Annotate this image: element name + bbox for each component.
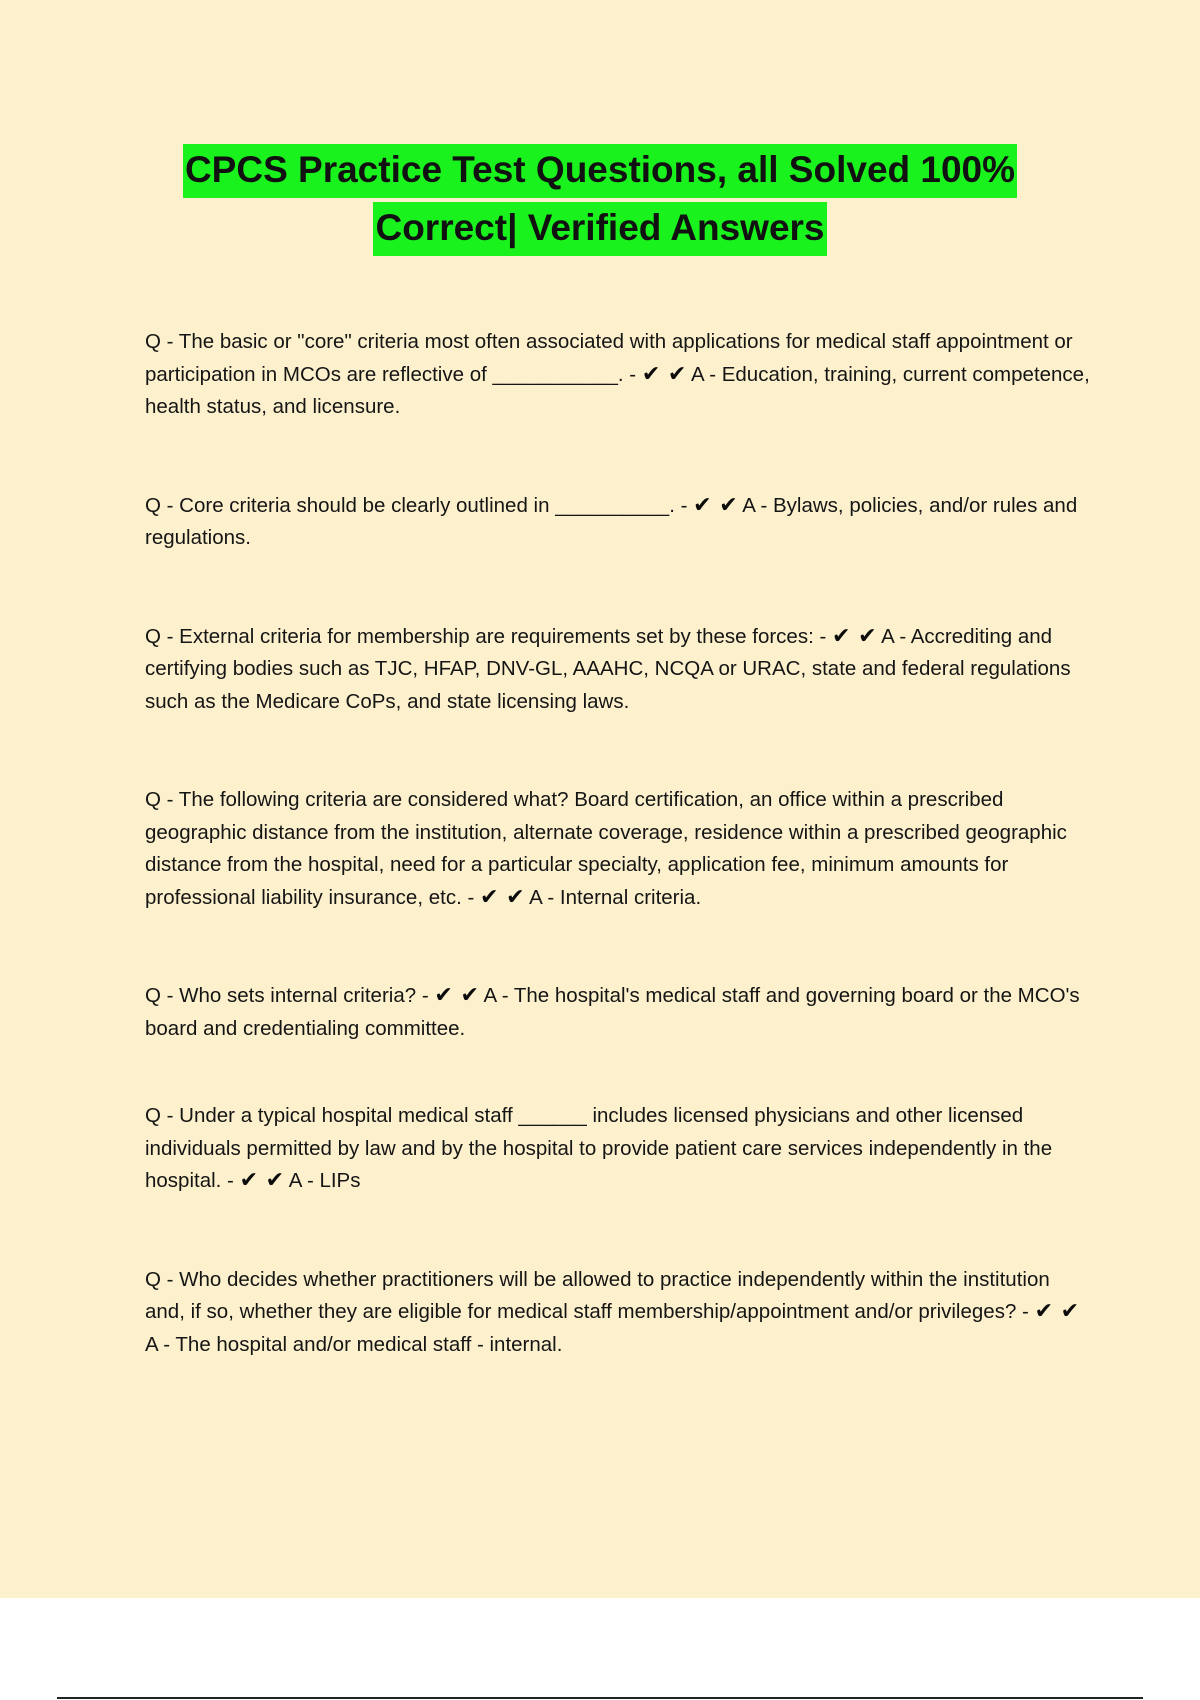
qa-item [145, 784, 1090, 914]
question-text: Q - The basic or "core" criteria most often associated with applications for medical staff appointment or participation in MCOs are reflective of ___________. - [145, 330, 1073, 386]
qa-item [145, 490, 1090, 555]
title-line-2: Correct| Verified Answers [373, 202, 826, 256]
question-text: Q - Under a typical hospital medical staff ______ includes licensed physicians and other licensed individuals permitted by law and by the hospital to provide patient care services independently in the hospital. - [145, 1104, 1053, 1192]
answer-text: A - Bylaws, policies, and/or rules and regulations. [145, 493, 1078, 549]
qa-item [145, 1100, 1090, 1198]
question-text: Q - Who sets internal criteria? - [145, 984, 429, 1007]
check-icon: ✔ ✔ [641, 361, 687, 387]
answer-text: A - The hospital and/or medical staff - internal. [145, 1332, 563, 1356]
answer-text: A - Education, training, current competence, health status, and licensure. [145, 362, 1090, 418]
question-text: Q - Who decides whether practitioners will be allowed to practice independently within the institution and, if so, whether they are eligible for medical staff membership/appointment and/or privileges? - [145, 1267, 1050, 1323]
answer-text: A - The hospital's medical staff and governing board or the MCO's board and credentialing committee. [145, 984, 1080, 1040]
check-icon: ✔ ✔ [434, 983, 479, 1008]
check-icon: ✔ ✔ [693, 492, 738, 518]
question-text: Q - Core criteria should be clearly outlined in __________. - [145, 493, 688, 517]
title-line-1: CPCS Practice Test Questions, all Solved 100% [183, 144, 1017, 198]
qa-item [145, 326, 1090, 424]
check-icon: ✔ ✔ [1034, 1299, 1080, 1324]
qa-item [145, 621, 1090, 719]
footer-divider [57, 1697, 1143, 1699]
check-icon: ✔ ✔ [480, 884, 525, 910]
qa-item [145, 980, 1090, 1045]
check-icon: ✔ ✔ [832, 623, 877, 649]
check-icon: ✔ ✔ [239, 1168, 285, 1193]
document-title [0, 144, 1200, 256]
answer-text: A - Accrediting and certifying bodies such as TJC, HFAP, DNV-GL, AAAHC, NCQA or URAC, state and federal regulations such as the Medicare CoPs, and state licensing laws. [145, 624, 1071, 713]
question-text: Q - The following criteria are considered what? Board certification, an office within a prescribed geographic distance from the institution, alternate coverage, residence within a prescribed geographic distance from the hospital, need for a particular specialty, application fee, minimum amounts for professional liability insurance, etc. - [145, 788, 1067, 909]
question-text: Q - External criteria for membership are requirements set by these forces: - [145, 624, 827, 648]
qa-item [145, 1264, 1090, 1362]
answer-text: A - Internal criteria. [529, 885, 702, 909]
answer-text: A - LIPs [288, 1169, 361, 1192]
qa-list [145, 326, 1090, 1361]
